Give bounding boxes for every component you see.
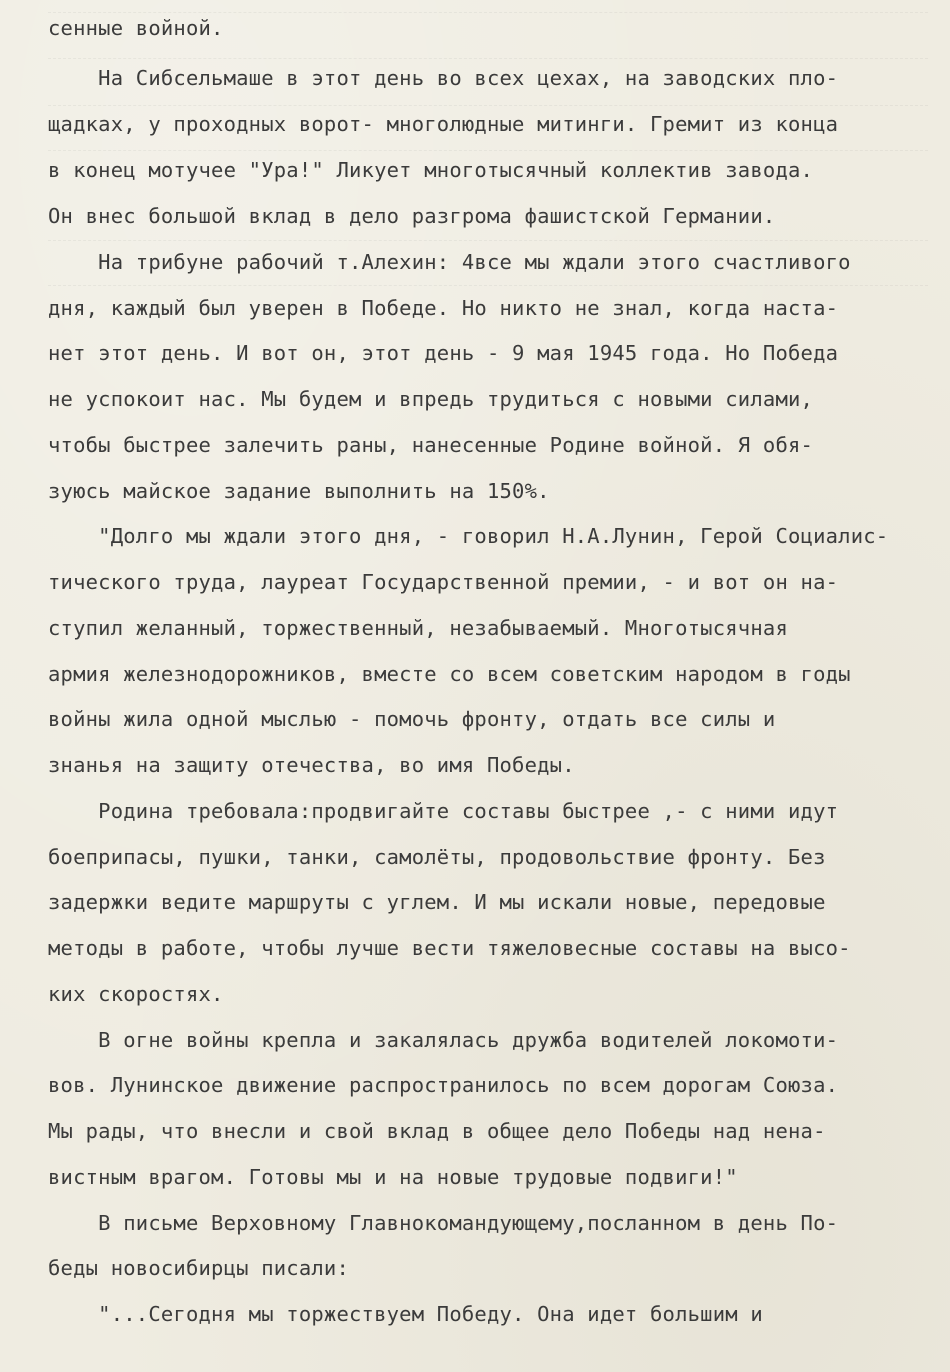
text-line: Родина требовала:продвигайте составы быстрее ,- с ними идут bbox=[48, 799, 839, 823]
text-line: "Долго мы ждали этого дня, - говорил Н.А.Лунин, Герой Социалис- bbox=[48, 524, 889, 548]
text-line: боеприпасы, пушки, танки, самолёты, продовольствие фронту. Без bbox=[48, 845, 826, 869]
text-line: ступил желанный, торжественный, незабываемый. Многотысячная bbox=[48, 616, 788, 640]
text-line: тического труда, лауреат Государственной премии, - и вот он на- bbox=[48, 570, 839, 594]
text-line: На Сибсельмаше в этот день во всех цехах, на заводских пло- bbox=[48, 66, 839, 90]
text-line: беды новосибирцы писали: bbox=[48, 1256, 350, 1280]
text-line: вов. Лунинское движение распространилось по всем дорогам Союза. bbox=[48, 1073, 839, 1097]
text-line: Он внес большой вклад в дело разгрома фашистской Германии. bbox=[48, 204, 776, 228]
text-line: задержки ведите маршруты с углем. И мы искали новые, передовые bbox=[48, 890, 826, 914]
text-line: знанья на защиту отечества, во имя Победы. bbox=[48, 753, 575, 777]
text-line: дня, каждый был уверен в Победе. Но никто не знал, когда наста- bbox=[48, 296, 839, 320]
text-line: "...Сегодня мы торжествуем Победу. Она идет большим и bbox=[48, 1302, 763, 1326]
text-line: В огне войны крепла и закалялась дружба водителей локомоти- bbox=[48, 1028, 839, 1052]
text-line: На трибуне рабочий т.Алехин: 4все мы ждали этого счастливого bbox=[48, 250, 851, 274]
text-line: щадках, у проходных ворот- многолюдные митинги. Гремит из конца bbox=[48, 112, 839, 136]
text-line: сенные войной. bbox=[48, 16, 224, 40]
text-line: зуюсь майское задание выполнить на 150%. bbox=[48, 479, 550, 503]
text-line: вистным врагом. Готовы мы и на новые трудовые подвиги!" bbox=[48, 1165, 738, 1189]
text-line: нет этот день. И вот он, этот день - 9 мая 1945 года. Но Победа bbox=[48, 341, 839, 365]
text-line: Мы рады, что внесли и свой вклад в общее дело Победы над нена- bbox=[48, 1119, 826, 1143]
text-line: в конец мотучее "Ура!" Ликует многотысячный коллектив завода. bbox=[48, 158, 814, 182]
text-line: ких скоростях. bbox=[48, 982, 224, 1006]
text-line: войны жила одной мыслью - помочь фронту, отдать все силы и bbox=[48, 707, 776, 731]
text-line: чтобы быстрее залечить раны, нанесенные Родине войной. Я обя- bbox=[48, 433, 814, 457]
text-line: армия железнодорожников, вместе со всем советским народом в годы bbox=[48, 662, 851, 686]
text-line: методы в работе, чтобы лучше вести тяжеловесные составы на высо- bbox=[48, 936, 851, 960]
text-line: не успокоит нас. Мы будем и впредь трудиться с новыми силами, bbox=[48, 387, 814, 411]
text-line: В письме Верховному Главнокомандующему,посланном в день По- bbox=[48, 1211, 839, 1235]
